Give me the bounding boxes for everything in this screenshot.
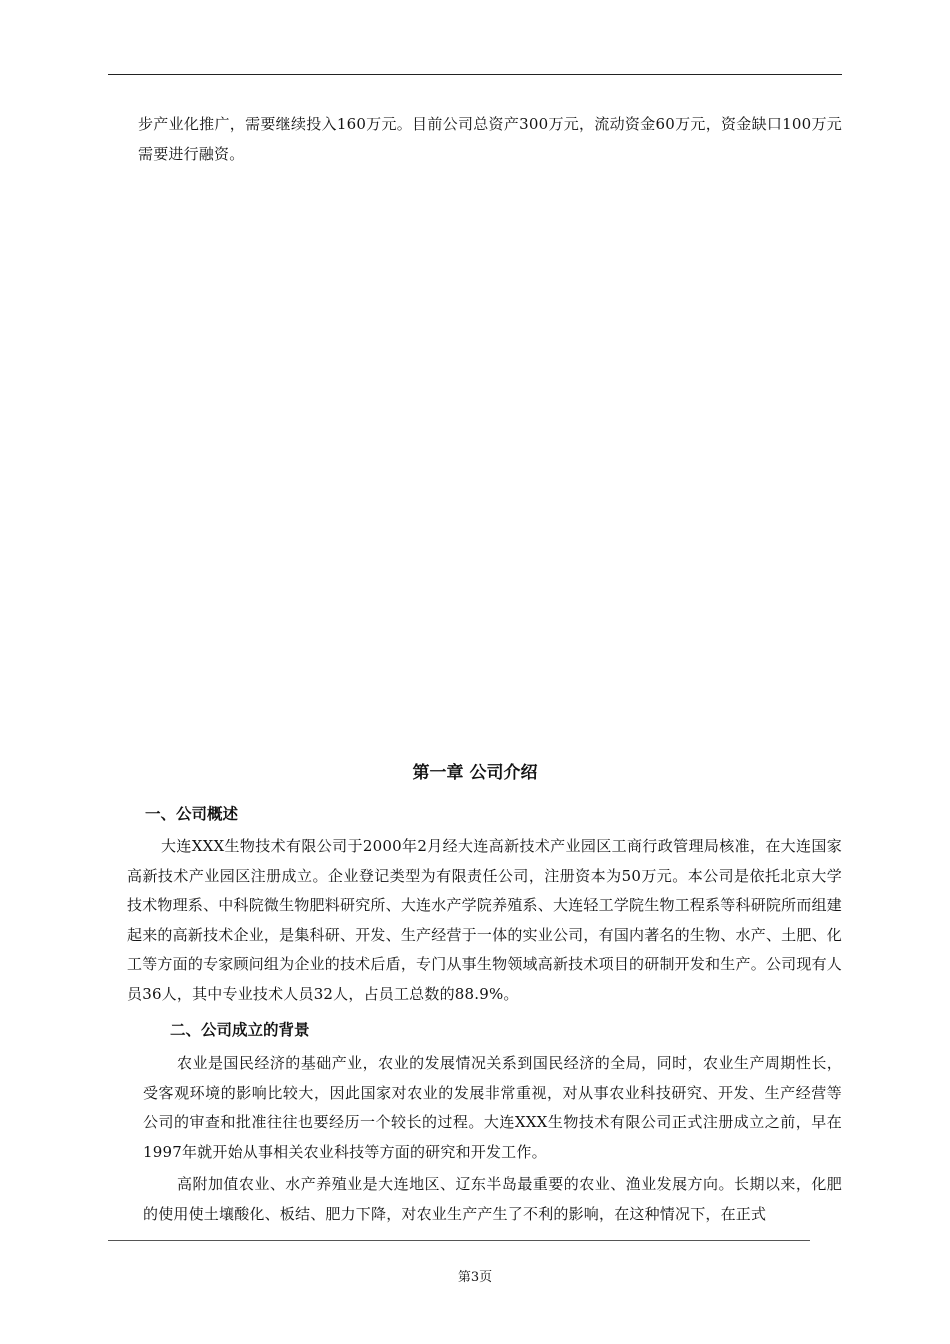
page-number: 第3页 bbox=[457, 1270, 493, 1285]
overview-paragraph: 大连XXX生物技术有限公司于2000年2月经大连高新技术产业园区工商行政管理局核准，在大连国家高新技术产业园区注册成立。企业登记类型为有限责任公司，注册资本为50万元。本公司是依托北京大学技术物理系、中科院微生物肥料研究所、大连水产学院养殖系、大连轻工学院生物工程系等科研院所而组建起来的高新技术企业，是集科研、开发、生产经营于一体的实业公司，有国内著名的生物、水产、土肥、化工等方面的专家顾问组为企业的技术后盾，专门从事生物领域高新技术项目的研制开发和生产。公司现有人员36人，其中专业技术人员32人，占员工总数的88.9%。 bbox=[127, 837, 842, 1003]
section-heading-overview: 一、公司概述 bbox=[145, 805, 239, 823]
header-rule bbox=[108, 74, 842, 75]
background-paragraph-2: 高附加值农业、水产养殖业是大连地区、辽东半岛最重要的农业、渔业发展方向。长期以来，化肥的使用使土壤酸化、板结、肥力下降，对农业生产产生了不利的影响，在这种情况下，在正式 bbox=[143, 1175, 842, 1223]
chapter-title: 第一章 公司介绍 bbox=[412, 763, 538, 783]
section-heading-background: 二、公司成立的背景 bbox=[170, 1021, 310, 1039]
footer-rule bbox=[108, 1240, 810, 1241]
continuation-paragraph: 步产业化推广，需要继续投入160万元。目前公司总资产300万元，流动资金60万元，资金缺口100万元需要进行融资。 bbox=[138, 115, 842, 163]
background-paragraph-1: 农业是国民经济的基础产业，农业的发展情况关系到国民经济的全局，同时，农业生产周期性长，受客观环境的影响比较大，因此国家对农业的发展非常重视，对从事农业科技研究、开发、生产经营等公司的审查和批准往往也要经历一个较长的过程。大连XXX生物技术有限公司正式注册成立之前，早在1997年就开始从事相关农业科技等方面的研究和开发工作。 bbox=[143, 1054, 842, 1161]
